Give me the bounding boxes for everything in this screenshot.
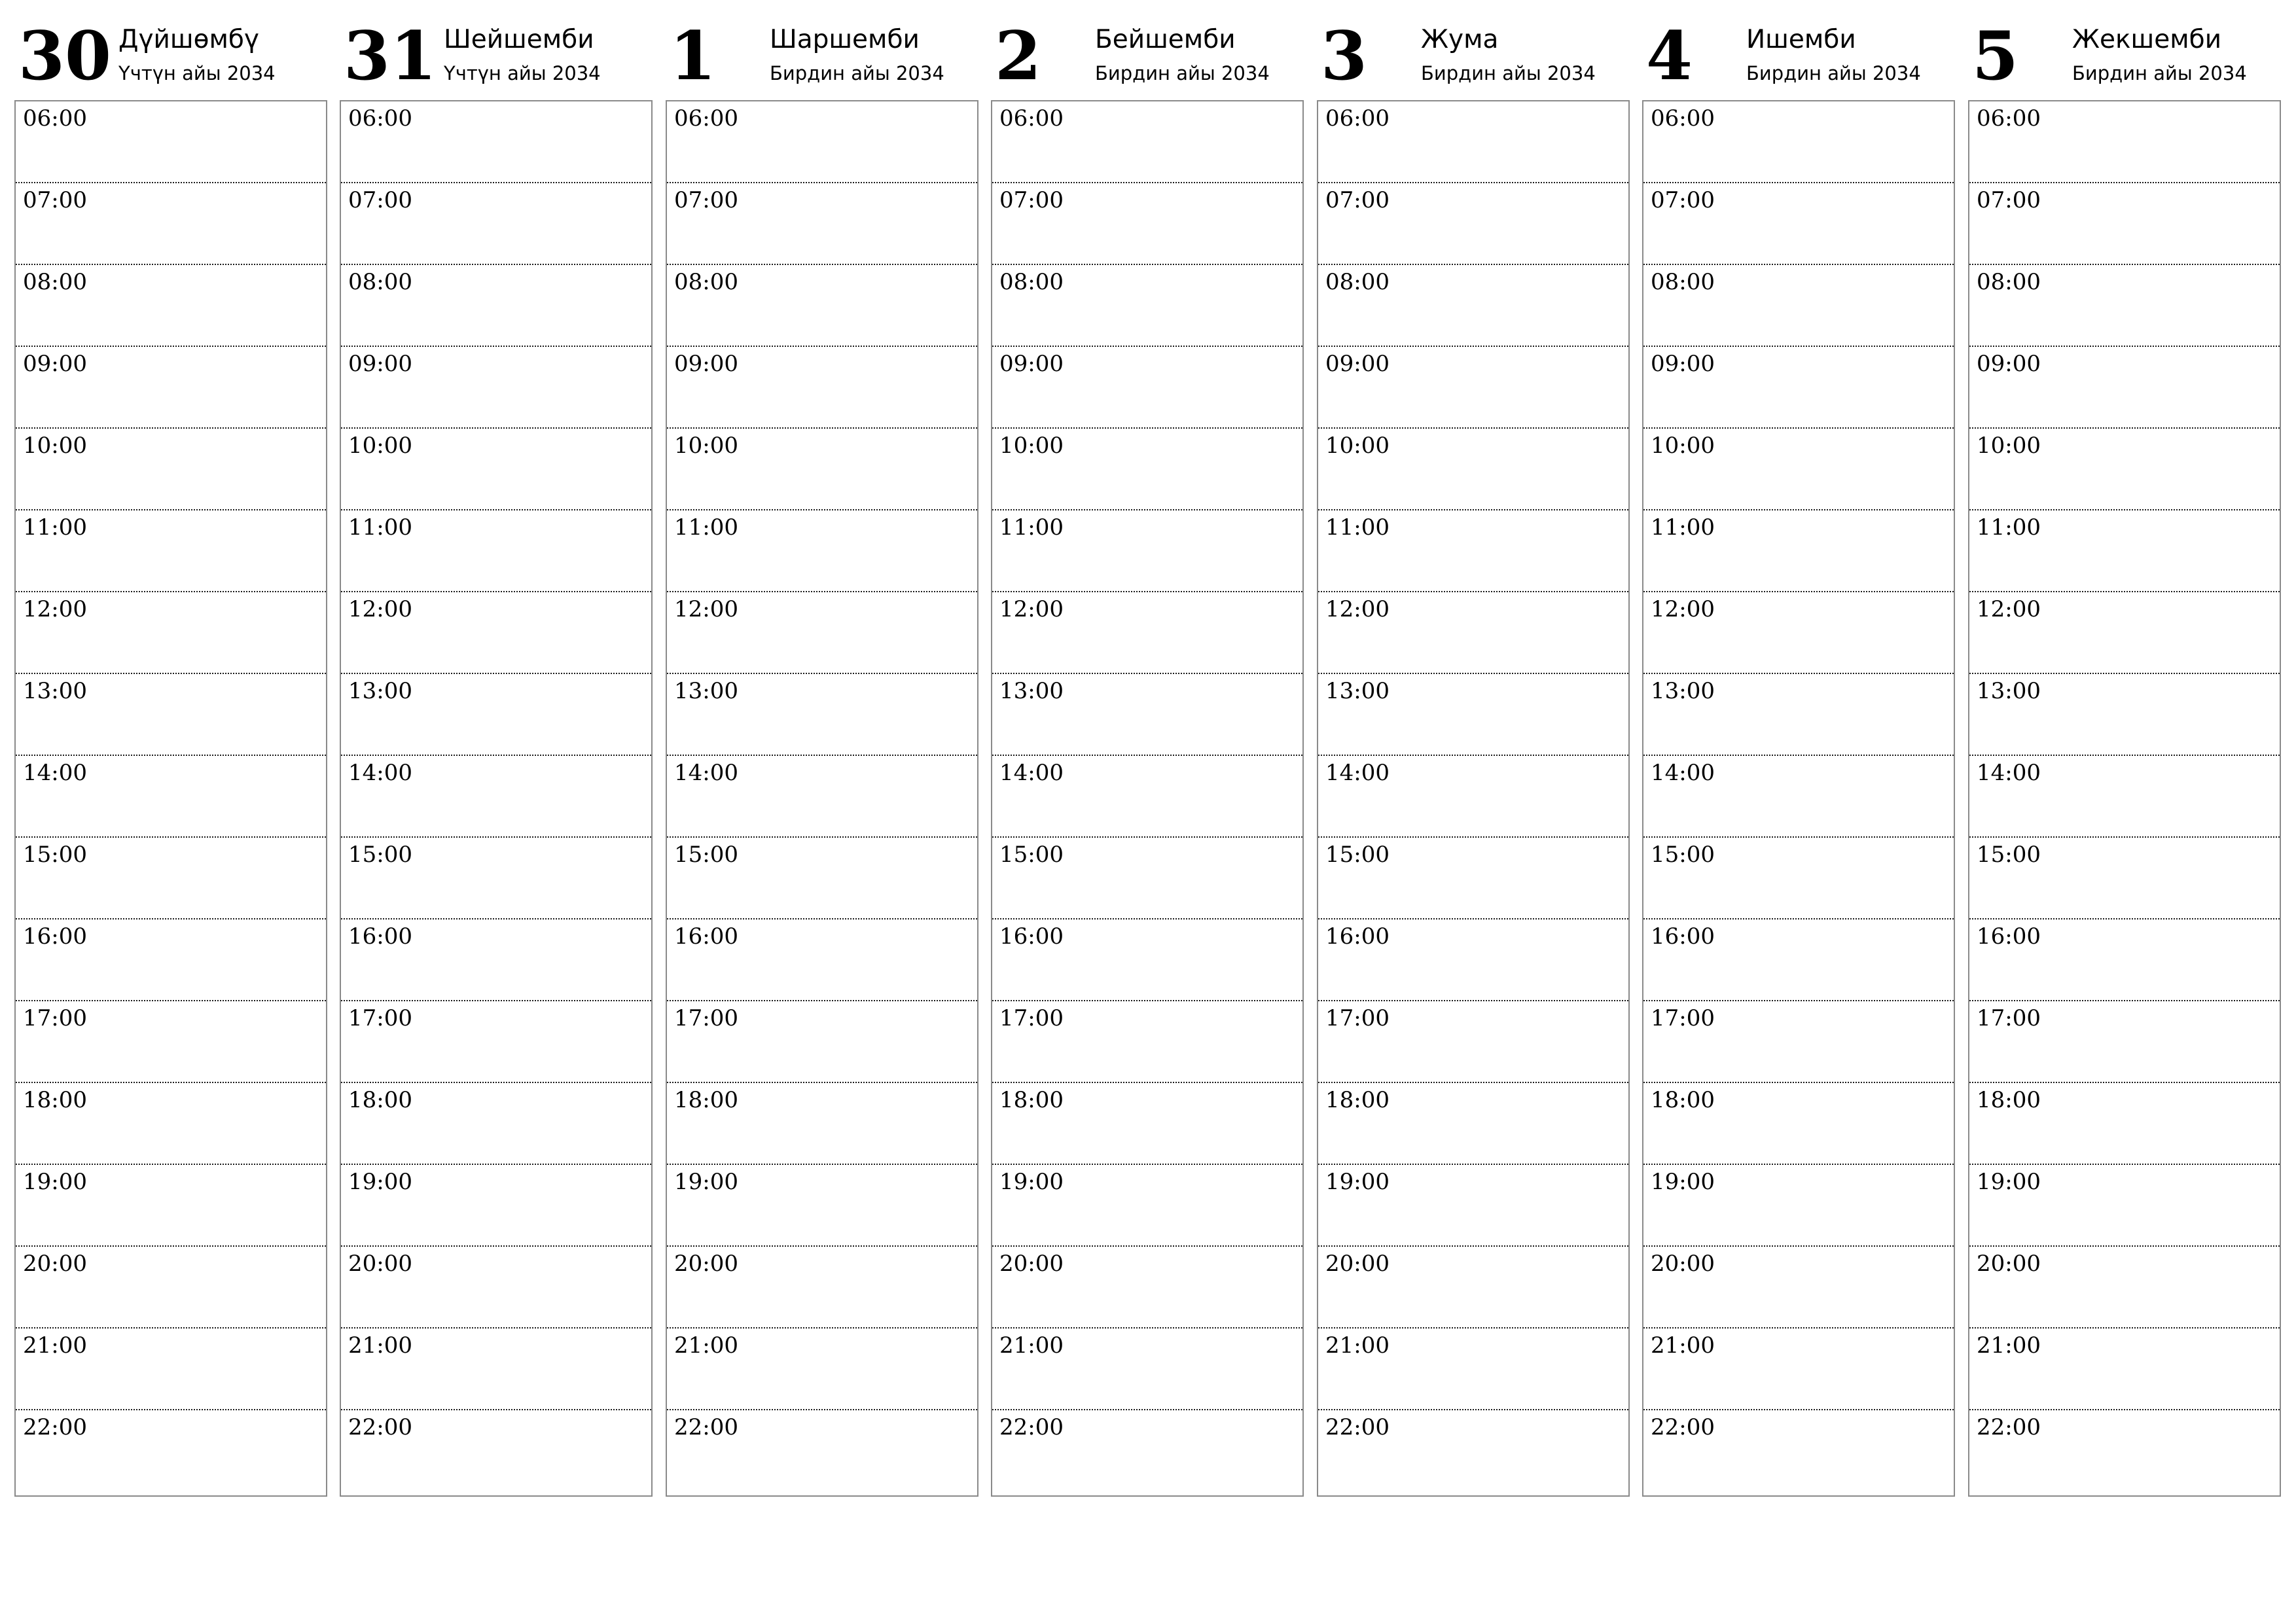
time-label: 22:00 — [1325, 1414, 1390, 1440]
time-label: 11:00 — [1325, 514, 1390, 541]
time-label: 19:00 — [999, 1169, 1064, 1195]
time-label: 19:00 — [674, 1169, 738, 1195]
time-slot[interactable] — [1969, 1165, 2280, 1247]
day-number: 31 — [344, 17, 437, 96]
time-label: 08:00 — [1977, 269, 2041, 295]
time-label: 07:00 — [674, 187, 738, 213]
time-slot[interactable] — [667, 1165, 977, 1247]
time-label: 11:00 — [1651, 514, 1715, 541]
time-slot[interactable] — [1318, 1083, 1628, 1165]
time-slot[interactable] — [1318, 919, 1628, 1001]
time-label: 18:00 — [23, 1087, 87, 1113]
time-label: 07:00 — [23, 187, 87, 213]
time-slot[interactable] — [1318, 265, 1628, 347]
time-slot[interactable] — [1969, 1083, 2280, 1165]
time-slot[interactable] — [992, 429, 1302, 510]
time-label: 12:00 — [348, 596, 412, 622]
time-label: 06:00 — [1651, 105, 1715, 132]
time-slot[interactable] — [667, 592, 977, 674]
day-number: 30 — [18, 17, 111, 96]
month-year-label: Үчтүн айы 2034 — [444, 62, 601, 84]
time-slot[interactable] — [1643, 919, 1954, 1001]
time-slot[interactable] — [16, 1165, 326, 1247]
day-number: 1 — [670, 17, 716, 96]
time-slot[interactable] — [667, 183, 977, 265]
time-label: 20:00 — [674, 1251, 738, 1277]
time-label: 08:00 — [1325, 269, 1390, 295]
time-slot[interactable] — [1969, 265, 2280, 347]
time-slot[interactable] — [1318, 674, 1628, 756]
time-slot[interactable] — [1318, 101, 1628, 183]
time-label: 19:00 — [23, 1169, 87, 1195]
time-label: 19:00 — [1977, 1169, 2041, 1195]
time-label: 11:00 — [999, 514, 1064, 541]
time-label: 21:00 — [1651, 1332, 1715, 1359]
month-year-label: Бирдин айы 2034 — [1095, 62, 1270, 84]
time-slot[interactable] — [1643, 429, 1954, 510]
time-slot[interactable] — [16, 838, 326, 919]
day-header — [1642, 0, 1955, 98]
time-label: 12:00 — [1651, 596, 1715, 622]
time-label: 07:00 — [1651, 187, 1715, 213]
time-slot[interactable] — [16, 1410, 326, 1492]
time-slot[interactable] — [341, 265, 651, 347]
time-label: 07:00 — [1977, 187, 2041, 213]
time-label: 08:00 — [999, 269, 1064, 295]
time-label: 10:00 — [23, 433, 87, 459]
time-slot[interactable] — [1969, 674, 2280, 756]
time-slot[interactable] — [341, 101, 651, 183]
time-label: 08:00 — [674, 269, 738, 295]
time-label: 13:00 — [1977, 678, 2041, 704]
time-label: 12:00 — [23, 596, 87, 622]
time-label: 13:00 — [1325, 678, 1390, 704]
time-slot[interactable] — [1969, 1247, 2280, 1329]
time-label: 10:00 — [1651, 433, 1715, 459]
time-label: 18:00 — [674, 1087, 738, 1113]
time-label: 15:00 — [348, 842, 412, 868]
time-label: 13:00 — [23, 678, 87, 704]
time-slot[interactable] — [1969, 347, 2280, 429]
weekday-name: Шейшемби — [444, 25, 594, 54]
time-slot[interactable] — [667, 838, 977, 919]
time-slot[interactable] — [341, 1165, 651, 1247]
time-slot[interactable] — [992, 265, 1302, 347]
time-slot[interactable] — [992, 674, 1302, 756]
day-number: 2 — [995, 17, 1041, 96]
day-header — [666, 0, 978, 98]
time-label: 21:00 — [23, 1332, 87, 1359]
time-label: 16:00 — [1977, 923, 2041, 950]
time-slot[interactable] — [992, 183, 1302, 265]
time-label: 15:00 — [1325, 842, 1390, 868]
day-column — [340, 0, 653, 1499]
time-label: 07:00 — [348, 187, 412, 213]
time-slot[interactable] — [992, 1410, 1302, 1492]
time-label: 14:00 — [348, 760, 412, 786]
time-label: 07:00 — [1325, 187, 1390, 213]
time-label: 06:00 — [999, 105, 1064, 132]
time-label: 15:00 — [674, 842, 738, 868]
time-slot[interactable] — [667, 101, 977, 183]
time-slot[interactable] — [1643, 265, 1954, 347]
time-slot[interactable] — [992, 101, 1302, 183]
time-slot[interactable] — [667, 265, 977, 347]
time-label: 14:00 — [674, 760, 738, 786]
time-slot[interactable] — [341, 1001, 651, 1083]
time-slot[interactable] — [667, 674, 977, 756]
weekday-name: Ишемби — [1746, 25, 1856, 54]
time-label: 15:00 — [999, 842, 1064, 868]
time-slot[interactable] — [1643, 101, 1954, 183]
time-label: 09:00 — [1325, 351, 1390, 377]
weekday-name: Жекшемби — [2072, 25, 2222, 54]
time-slot[interactable] — [1643, 674, 1954, 756]
time-slot[interactable] — [16, 101, 326, 183]
time-label: 06:00 — [23, 105, 87, 132]
day-schedule-box — [340, 100, 653, 1497]
time-slot[interactable] — [667, 347, 977, 429]
time-label: 06:00 — [1977, 105, 2041, 132]
month-year-label: Бирдин айы 2034 — [1746, 62, 1921, 84]
time-label: 17:00 — [1977, 1005, 2041, 1031]
time-slot[interactable] — [341, 183, 651, 265]
time-slot[interactable] — [341, 1247, 651, 1329]
day-header — [340, 0, 653, 98]
time-slot[interactable] — [1643, 592, 1954, 674]
time-label: 16:00 — [999, 923, 1064, 950]
day-header — [1968, 0, 2281, 98]
time-slot[interactable] — [992, 592, 1302, 674]
time-slot[interactable] — [1318, 1165, 1628, 1247]
weekday-name: Бейшемби — [1095, 25, 1236, 54]
day-number: 5 — [1972, 17, 2018, 96]
time-slot[interactable] — [1969, 838, 2280, 919]
time-label: 17:00 — [674, 1005, 738, 1031]
time-label: 13:00 — [1651, 678, 1715, 704]
time-slot[interactable] — [16, 510, 326, 592]
time-label: 10:00 — [1977, 433, 2041, 459]
time-slot[interactable] — [1318, 838, 1628, 919]
time-label: 17:00 — [1325, 1005, 1390, 1031]
day-schedule-box — [991, 100, 1304, 1497]
time-slot[interactable] — [1969, 1329, 2280, 1410]
time-label: 11:00 — [348, 514, 412, 541]
time-slot[interactable] — [1318, 183, 1628, 265]
time-label: 16:00 — [1325, 923, 1390, 950]
time-label: 14:00 — [999, 760, 1064, 786]
time-slot[interactable] — [1318, 1410, 1628, 1492]
time-label: 16:00 — [348, 923, 412, 950]
time-label: 09:00 — [348, 351, 412, 377]
time-slot[interactable] — [1643, 1165, 1954, 1247]
time-label: 09:00 — [1977, 351, 2041, 377]
time-slot[interactable] — [16, 1329, 326, 1410]
time-slot[interactable] — [16, 265, 326, 347]
time-slot[interactable] — [341, 756, 651, 838]
time-label: 06:00 — [1325, 105, 1390, 132]
time-slot[interactable] — [1318, 1329, 1628, 1410]
time-label: 12:00 — [1325, 596, 1390, 622]
time-slot[interactable] — [1969, 510, 2280, 592]
time-label: 10:00 — [1325, 433, 1390, 459]
day-schedule-box — [1642, 100, 1955, 1497]
time-label: 21:00 — [1977, 1332, 2041, 1359]
time-slot[interactable] — [16, 1247, 326, 1329]
time-slot[interactable] — [992, 347, 1302, 429]
time-slot[interactable] — [992, 756, 1302, 838]
time-slot[interactable] — [667, 429, 977, 510]
time-label: 20:00 — [1325, 1251, 1390, 1277]
time-slot[interactable] — [667, 1410, 977, 1492]
time-slot[interactable] — [341, 919, 651, 1001]
time-label: 19:00 — [1325, 1169, 1390, 1195]
time-slot[interactable] — [1643, 1247, 1954, 1329]
time-label: 08:00 — [348, 269, 412, 295]
time-slot[interactable] — [1969, 183, 2280, 265]
time-slot[interactable] — [1969, 429, 2280, 510]
month-year-label: Үчтүн айы 2034 — [118, 62, 276, 84]
time-slot[interactable] — [1643, 1329, 1954, 1410]
day-column — [991, 0, 1304, 1499]
time-label: 12:00 — [999, 596, 1064, 622]
time-label: 20:00 — [999, 1251, 1064, 1277]
time-label: 14:00 — [1325, 760, 1390, 786]
time-label: 21:00 — [999, 1332, 1064, 1359]
time-slot[interactable] — [16, 756, 326, 838]
time-label: 09:00 — [23, 351, 87, 377]
time-label: 06:00 — [348, 105, 412, 132]
time-slot[interactable] — [1643, 1001, 1954, 1083]
time-slot[interactable] — [1318, 1247, 1628, 1329]
time-label: 08:00 — [1651, 269, 1715, 295]
time-label: 15:00 — [1977, 842, 2041, 868]
time-label: 19:00 — [348, 1169, 412, 1195]
time-slot[interactable] — [16, 1001, 326, 1083]
time-slot[interactable] — [992, 1165, 1302, 1247]
time-slot[interactable] — [667, 756, 977, 838]
time-label: 08:00 — [23, 269, 87, 295]
weekday-name: Жума — [1421, 25, 1499, 54]
day-header — [991, 0, 1304, 98]
time-label: 21:00 — [674, 1332, 738, 1359]
time-label: 09:00 — [999, 351, 1064, 377]
time-label: 15:00 — [1651, 842, 1715, 868]
time-label: 13:00 — [674, 678, 738, 704]
time-label: 16:00 — [23, 923, 87, 950]
time-slot[interactable] — [341, 838, 651, 919]
time-label: 18:00 — [1651, 1087, 1715, 1113]
time-slot[interactable] — [16, 592, 326, 674]
time-slot[interactable] — [1969, 756, 2280, 838]
time-label: 18:00 — [348, 1087, 412, 1113]
time-slot[interactable] — [1643, 838, 1954, 919]
day-schedule-box — [1317, 100, 1630, 1497]
time-label: 17:00 — [999, 1005, 1064, 1031]
time-label: 19:00 — [1651, 1169, 1715, 1195]
time-slot[interactable] — [1318, 510, 1628, 592]
time-label: 11:00 — [1977, 514, 2041, 541]
time-label: 14:00 — [23, 760, 87, 786]
time-slot[interactable] — [341, 347, 651, 429]
time-label: 20:00 — [1977, 1251, 2041, 1277]
time-label: 22:00 — [348, 1414, 412, 1440]
time-label: 14:00 — [1651, 760, 1715, 786]
time-label: 18:00 — [1977, 1087, 2041, 1113]
time-label: 12:00 — [1977, 596, 2041, 622]
time-slot[interactable] — [341, 674, 651, 756]
time-slot[interactable] — [341, 429, 651, 510]
time-slot[interactable] — [992, 838, 1302, 919]
time-label: 09:00 — [1651, 351, 1715, 377]
time-slot[interactable] — [16, 429, 326, 510]
time-slot[interactable] — [1969, 919, 2280, 1001]
weekday-name: Шаршемби — [770, 25, 920, 54]
time-label: 17:00 — [348, 1005, 412, 1031]
time-label: 20:00 — [348, 1251, 412, 1277]
time-label: 21:00 — [348, 1332, 412, 1359]
time-slot[interactable] — [341, 1410, 651, 1492]
time-slot[interactable] — [1969, 592, 2280, 674]
time-slot[interactable] — [1643, 347, 1954, 429]
time-label: 10:00 — [348, 433, 412, 459]
time-slot[interactable] — [1318, 1001, 1628, 1083]
time-slot[interactable] — [992, 1083, 1302, 1165]
day-column — [1968, 0, 2281, 1499]
time-label: 21:00 — [1325, 1332, 1390, 1359]
month-year-label: Бирдин айы 2034 — [1421, 62, 1596, 84]
time-label: 12:00 — [674, 596, 738, 622]
month-year-label: Бирдин айы 2034 — [770, 62, 944, 84]
time-slot[interactable] — [16, 674, 326, 756]
time-slot[interactable] — [667, 1001, 977, 1083]
time-slot[interactable] — [1643, 510, 1954, 592]
time-slot[interactable] — [1643, 183, 1954, 265]
time-label: 06:00 — [674, 105, 738, 132]
time-label: 13:00 — [348, 678, 412, 704]
time-slot[interactable] — [992, 1247, 1302, 1329]
time-slot[interactable] — [341, 510, 651, 592]
day-column — [1642, 0, 1955, 1499]
day-number: 3 — [1321, 17, 1367, 96]
day-number: 4 — [1646, 17, 1693, 96]
time-slot[interactable] — [1318, 347, 1628, 429]
time-label: 11:00 — [23, 514, 87, 541]
month-year-label: Бирдин айы 2034 — [2072, 62, 2247, 84]
day-header — [1317, 0, 1630, 98]
time-label: 09:00 — [674, 351, 738, 377]
time-slot[interactable] — [667, 919, 977, 1001]
weekday-name: Дүйшөмбү — [118, 25, 259, 54]
time-label: 11:00 — [674, 514, 738, 541]
time-label: 22:00 — [23, 1414, 87, 1440]
time-slot[interactable] — [667, 1083, 977, 1165]
time-slot[interactable] — [1969, 1001, 2280, 1083]
time-slot[interactable] — [16, 347, 326, 429]
time-slot[interactable] — [16, 1083, 326, 1165]
time-label: 18:00 — [999, 1087, 1064, 1113]
time-label: 22:00 — [999, 1414, 1064, 1440]
time-label: 16:00 — [674, 923, 738, 950]
time-slot[interactable] — [992, 1329, 1302, 1410]
time-slot[interactable] — [1318, 592, 1628, 674]
time-slot[interactable] — [341, 592, 651, 674]
time-label: 18:00 — [1325, 1087, 1390, 1113]
time-slot[interactable] — [16, 919, 326, 1001]
time-label: 14:00 — [1977, 760, 2041, 786]
day-header — [14, 0, 327, 98]
time-label: 17:00 — [23, 1005, 87, 1031]
day-column — [1317, 0, 1630, 1499]
time-slot[interactable] — [1643, 756, 1954, 838]
day-column — [14, 0, 327, 1499]
day-schedule-box — [1968, 100, 2281, 1497]
time-label: 16:00 — [1651, 923, 1715, 950]
time-slot[interactable] — [1643, 1083, 1954, 1165]
time-slot[interactable] — [16, 183, 326, 265]
time-slot[interactable] — [1969, 101, 2280, 183]
time-label: 07:00 — [999, 187, 1064, 213]
time-label: 10:00 — [674, 433, 738, 459]
day-schedule-box — [666, 100, 978, 1497]
time-slot[interactable] — [1318, 429, 1628, 510]
time-label: 10:00 — [999, 433, 1064, 459]
time-slot[interactable] — [667, 1247, 977, 1329]
time-label: 17:00 — [1651, 1005, 1715, 1031]
time-label: 22:00 — [1651, 1414, 1715, 1440]
day-column — [666, 0, 978, 1499]
time-slot[interactable] — [1318, 756, 1628, 838]
time-slot[interactable] — [992, 510, 1302, 592]
day-schedule-box — [14, 100, 327, 1497]
time-slot[interactable] — [341, 1083, 651, 1165]
time-label: 20:00 — [1651, 1251, 1715, 1277]
time-slot[interactable] — [341, 1329, 651, 1410]
time-label: 22:00 — [1977, 1414, 2041, 1440]
time-label: 13:00 — [999, 678, 1064, 704]
time-label: 15:00 — [23, 842, 87, 868]
time-label: 22:00 — [674, 1414, 738, 1440]
time-slot[interactable] — [1643, 1410, 1954, 1492]
time-slot[interactable] — [667, 1329, 977, 1410]
time-slot[interactable] — [992, 919, 1302, 1001]
time-label: 20:00 — [23, 1251, 87, 1277]
time-slot[interactable] — [1969, 1410, 2280, 1492]
time-slot[interactable] — [992, 1001, 1302, 1083]
time-slot[interactable] — [667, 510, 977, 592]
